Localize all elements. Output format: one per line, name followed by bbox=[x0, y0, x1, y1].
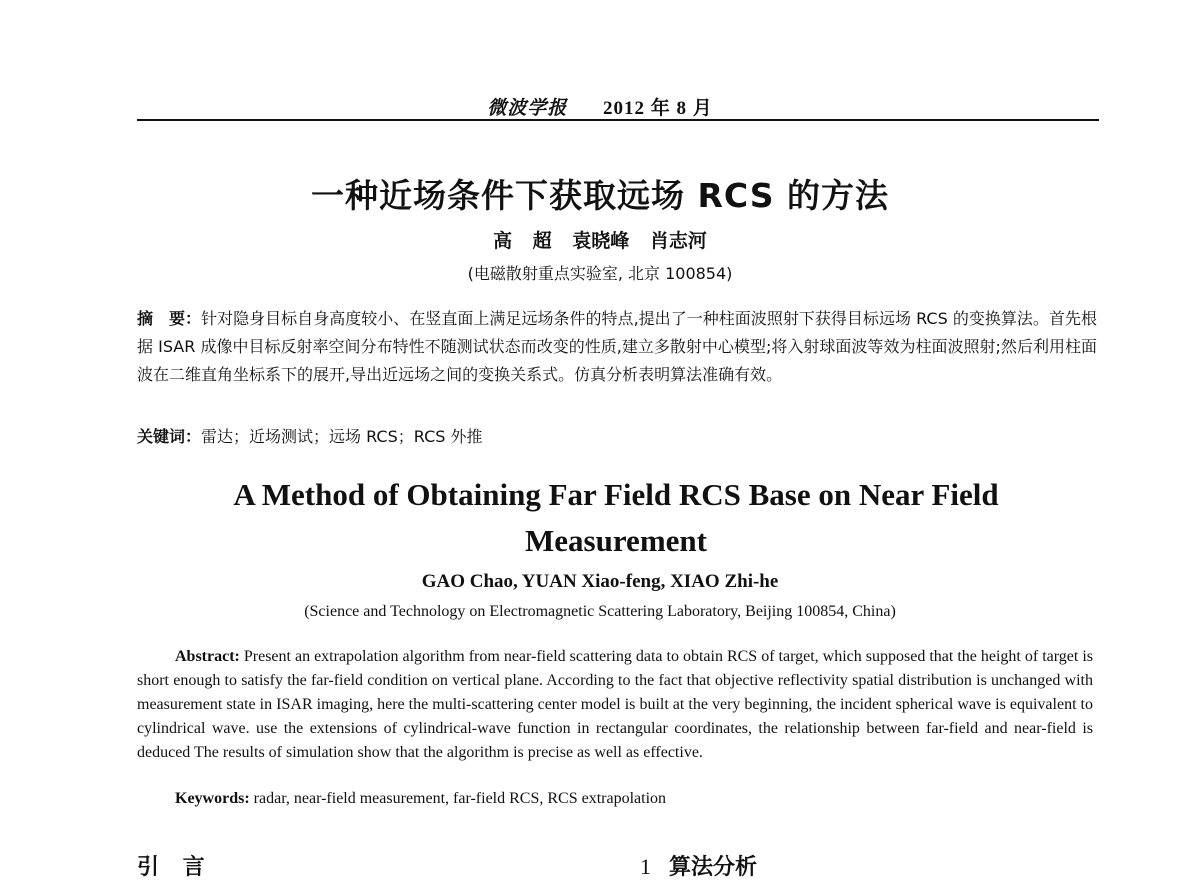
running-header bbox=[0, 93, 1200, 120]
chinese-authors: 高 超 袁晓峰 肖志河 bbox=[493, 230, 707, 252]
chinese-abstract bbox=[137, 305, 1097, 389]
english-title: A Method of Obtaining Far Field RCS Base on Near Field Measurement bbox=[233, 477, 999, 558]
chinese-title: 一种近场条件下获取远场 RCS 的方法 bbox=[311, 176, 889, 215]
section-algorithm-heading bbox=[640, 850, 757, 881]
chinese-abstract-label: 摘 要： bbox=[137, 309, 202, 328]
section-number: 1 bbox=[640, 854, 651, 879]
chinese-keywords-text: 雷达；近场测试；远场 RCS；RCS 外推 bbox=[201, 427, 483, 446]
english-keywords bbox=[175, 790, 1095, 808]
english-authors: GAO Chao, YUAN Xiao-feng, XIAO Zhi-he bbox=[421, 571, 779, 592]
section-title: 算法分析 bbox=[669, 855, 758, 880]
chinese-affiliation: (电磁散射重点实验室, 北京 100854) bbox=[467, 264, 733, 283]
english-abstract-text: Present an extrapolation algorithm from near-field scattering data to obtain RCS of target, which supposed that the height of target is short enough to satisfy the far-field condition on vertical plane. According to the fact that objective reflectivity spatial distribution is unchanged with measurement state in ISAR imaging, here the multi-scattering center model is built at the very beginning, the incident spherical wave is equivalent to cylindrical wave. use the extensions of cylindrical-wave function in rectangular coordinates, the relationship between far-field and near-field is deduced The results of simulation show that the algorithm is precise as well as effective. bbox=[137, 648, 1093, 761]
chinese-keywords-label: 关键词： bbox=[137, 427, 202, 446]
english-abstract-label: Abstract: bbox=[175, 648, 240, 665]
english-keywords-label: Keywords: bbox=[175, 790, 250, 807]
chinese-keywords bbox=[137, 424, 1097, 447]
english-keywords-text: radar, near-field measurement, far-field RCS, RCS extrapolation bbox=[249, 790, 667, 807]
header-rule bbox=[137, 119, 1099, 121]
journal-name: 微波学报 bbox=[487, 98, 568, 119]
section-introduction-heading: 引 言 bbox=[137, 855, 213, 880]
english-affiliation: (Science and Technology on Electromagnetic Scattering Laboratory, Beijing 100854, China) bbox=[304, 603, 896, 620]
english-abstract bbox=[137, 645, 1093, 765]
chinese-abstract-text: 针对隐身目标自身高度较小、在竖直面上满足远场条件的特点,提出了一种柱面波照射下获得目标远场 RCS 的变换算法。首先根据 ISAR 成像中目标反射率空间分布特性不随测试状态而改变的性质,建立多散射中心模型;将入射球面波等效为柱面波照射;然后利用柱面波在二维直角坐标系下的展开,导出近远场之间的变换关系式。仿真分析表明算法准确有效。 bbox=[137, 309, 1097, 384]
issue-date: 2012 年 8 月 bbox=[603, 98, 713, 119]
